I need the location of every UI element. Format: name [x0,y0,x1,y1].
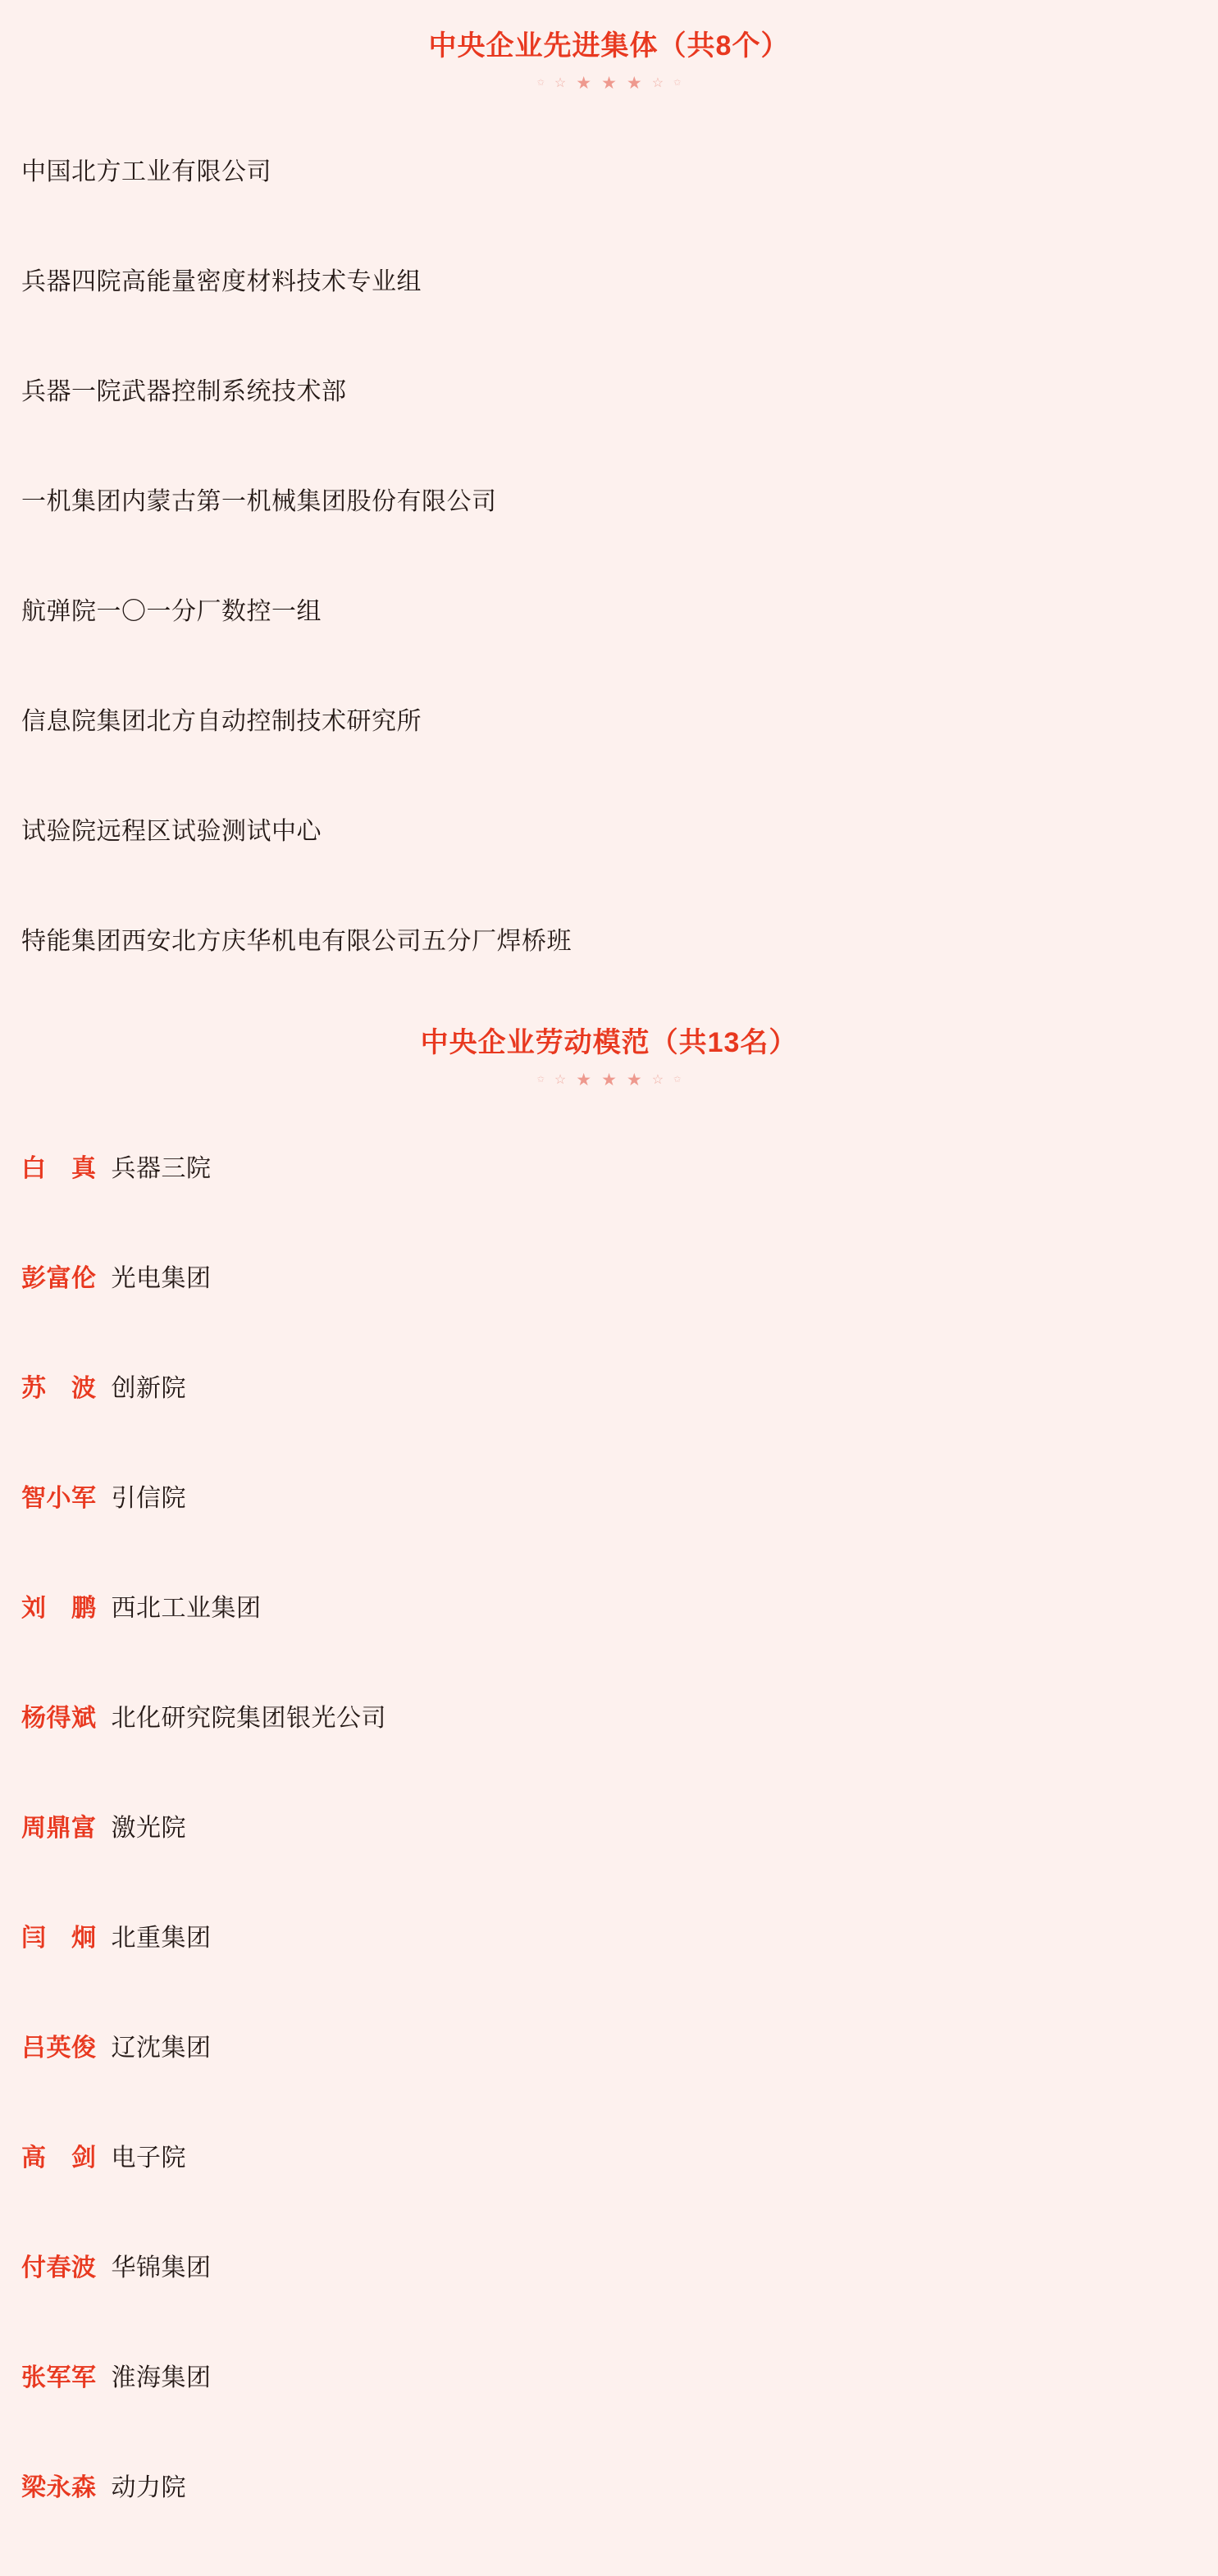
list-item [0,1774,1218,1884]
person-unit: 华锦集团 [111,2254,212,2281]
organization-name: 信息院集团北方自动控制技术研究所 [21,707,422,735]
person-unit: 辽沈集团 [111,2034,212,2062]
star-divider [0,1071,1218,1089]
list-item [0,337,1218,447]
list-item [0,1664,1218,1774]
section-header [0,997,1218,1089]
organization-name: 特能集团西安北方庆华机电有限公司五分厂焊桥班 [21,927,572,955]
list-item [0,1994,1218,2103]
list-item [0,1884,1218,1994]
organization-name: 试验院远程区试验测试中心 [21,817,322,845]
section-header [0,0,1218,93]
star-icon: ★ [626,1071,642,1090]
section-advanced-collectives [0,0,1218,997]
list-item [0,1444,1218,1554]
section-model-workers [0,997,1218,2543]
star-icon: ☆ [651,1072,664,1087]
list-item [0,2213,1218,2323]
star-divider [0,75,1218,93]
person-name: 杨得斌 [21,1704,97,1732]
organization-name: 中国北方工业有限公司 [21,158,271,185]
star-icon: ✩ [536,1075,545,1085]
star-icon: ★ [576,74,592,94]
person-unit: 北化研究院集团银光公司 [111,1704,386,1732]
person-unit: 兵器三院 [111,1154,212,1182]
list-item [0,447,1218,557]
person-name: 付春波 [21,2254,97,2281]
person-name: 智小军 [21,1484,97,1512]
star-icon: ★ [601,74,617,94]
list-item [0,667,1218,777]
star-icon: ✩ [536,78,545,89]
person-unit: 光电集团 [111,1264,212,1292]
section-title: 中央企业劳动模范（共13名） [420,1026,798,1058]
model-worker-list [0,1114,1218,2543]
person-name: 苏 波 [21,1374,97,1402]
organization-name: 兵器四院高能量密度材料技术专业组 [21,267,422,295]
person-name: 白 真 [21,1154,97,1182]
list-item [0,117,1218,227]
list-item [0,1334,1218,1444]
person-unit: 西北工业集团 [111,1594,262,1622]
organization-name: 一机集团内蒙古第一机械集团股份有限公司 [21,487,497,515]
person-unit: 引信院 [111,1484,186,1512]
star-icon: ✩ [673,78,682,89]
person-unit: 动力院 [111,2473,186,2501]
person-name: 张军军 [21,2364,97,2391]
star-icon: ✩ [673,1075,682,1085]
person-name: 周鼎富 [21,1814,97,1842]
star-icon: ★ [626,74,642,94]
list-item [0,1224,1218,1334]
collective-list [0,117,1218,997]
person-name: 高 剑 [21,2144,97,2172]
list-item [0,2103,1218,2213]
list-item [0,2433,1218,2543]
person-unit: 电子院 [111,2144,186,2172]
person-unit: 淮海集团 [111,2364,212,2391]
person-name: 吕英俊 [21,2034,97,2062]
person-name: 刘 鹏 [21,1594,97,1622]
list-item [0,1554,1218,1664]
list-item [0,2323,1218,2433]
star-icon: ☆ [554,1072,567,1087]
list-item [0,557,1218,667]
section-title: 中央企业先进集体（共8个） [428,30,790,62]
star-icon: ★ [601,1071,617,1090]
person-name: 彭富伦 [21,1264,97,1292]
list-item [0,227,1218,337]
organization-name: 航弹院一〇一分厂数控一组 [21,597,322,625]
person-unit: 北重集团 [111,1924,212,1952]
organization-name: 兵器一院武器控制系统技术部 [21,377,347,405]
list-item [0,777,1218,887]
person-name: 闫 炯 [21,1924,97,1952]
star-icon: ★ [576,1071,592,1090]
star-icon: ☆ [554,75,567,90]
person-name: 梁永森 [21,2473,97,2501]
person-unit: 激光院 [111,1814,186,1842]
list-item [0,887,1218,997]
person-unit: 创新院 [111,1374,186,1402]
star-icon: ☆ [651,75,664,90]
list-item [0,1114,1218,1224]
